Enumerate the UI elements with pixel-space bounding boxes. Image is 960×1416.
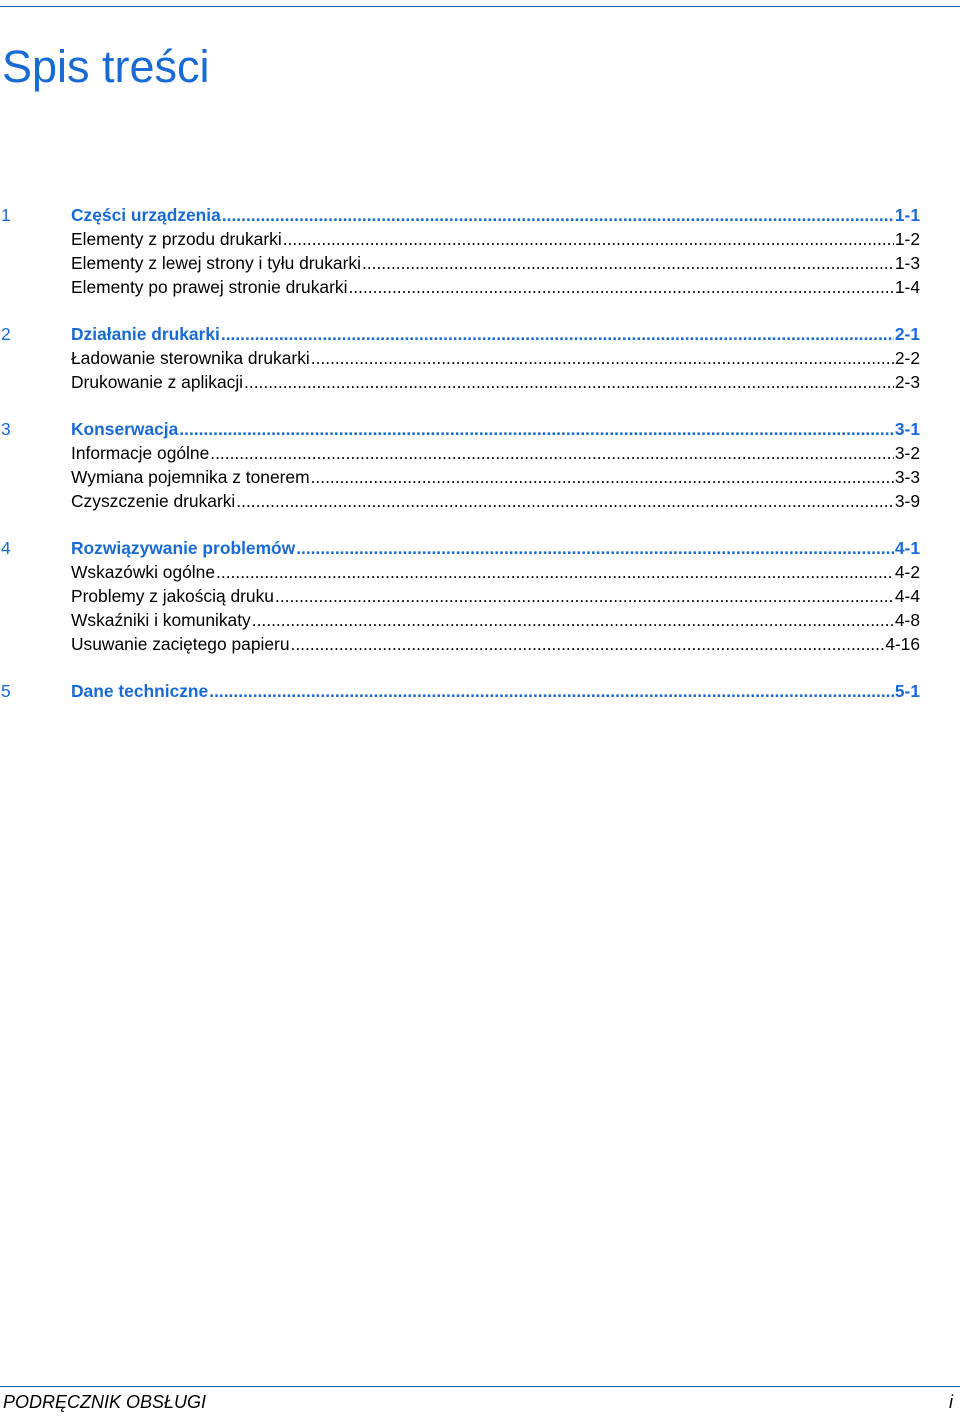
dot-leader xyxy=(362,251,894,275)
section-title: Drukowanie z aplikacji xyxy=(71,372,244,392)
section-page: 1-4 xyxy=(894,277,920,297)
chapter-page: 2-1 xyxy=(894,324,920,344)
toc-chapter-5 xyxy=(0,679,920,703)
footer-manual-name: PODRĘCZNIK OBSŁUGI xyxy=(3,1392,207,1412)
section-page: 4-8 xyxy=(894,610,920,630)
toc-chapter-entry[interactable] xyxy=(0,322,920,346)
chapter-number: 4 xyxy=(1,538,11,558)
chapter-title: Części urządzenia xyxy=(71,205,221,225)
section-page: 4-2 xyxy=(894,562,920,582)
section-page: 2-3 xyxy=(894,372,920,392)
toc-section-entry[interactable] xyxy=(0,227,920,251)
section-page: 4-16 xyxy=(885,634,920,654)
section-title: Wskazówki ogólne xyxy=(71,562,216,582)
chapter-number: 5 xyxy=(1,681,11,701)
toc-section-entry[interactable] xyxy=(0,346,920,370)
dot-leader xyxy=(296,536,894,560)
section-title: Problemy z jakością druku xyxy=(71,586,274,606)
chapter-title: Dane techniczne xyxy=(71,681,209,701)
chapter-number: 2 xyxy=(1,324,11,344)
dot-leader xyxy=(221,322,894,346)
dot-leader xyxy=(291,632,885,656)
dot-leader xyxy=(252,608,894,632)
section-page: 3-2 xyxy=(894,443,920,463)
chapter-page: 5-1 xyxy=(894,681,920,701)
section-title: Informacje ogólne xyxy=(71,443,210,463)
section-title: Wymiana pojemnika z tonerem xyxy=(71,467,310,487)
dot-leader xyxy=(216,560,894,584)
chapter-title: Działanie drukarki xyxy=(71,324,220,344)
toc-chapter-1 xyxy=(0,203,920,299)
dot-leader xyxy=(210,441,894,465)
section-page: 1-3 xyxy=(894,253,920,273)
chapter-number: 1 xyxy=(1,205,11,225)
footer-page-number: i xyxy=(949,1392,953,1412)
toc-section-entry[interactable] xyxy=(0,560,920,584)
dot-leader xyxy=(179,417,894,441)
dot-leader xyxy=(209,679,894,703)
toc-chapter-entry[interactable] xyxy=(0,417,920,441)
dot-leader xyxy=(311,346,894,370)
chapter-page: 4-1 xyxy=(894,538,920,558)
toc-chapter-4 xyxy=(0,536,920,656)
bottom-rule xyxy=(0,1386,960,1387)
section-page: 2-2 xyxy=(894,348,920,368)
toc-chapter-3 xyxy=(0,417,920,513)
dot-leader xyxy=(283,227,894,251)
toc-section-entry[interactable] xyxy=(0,465,920,489)
table-of-contents xyxy=(0,203,920,726)
chapter-page: 1-1 xyxy=(894,205,920,225)
toc-section-entry[interactable] xyxy=(0,275,920,299)
toc-section-entry[interactable] xyxy=(0,441,920,465)
toc-chapter-entry[interactable] xyxy=(0,679,920,703)
toc-chapter-entry[interactable] xyxy=(0,536,920,560)
dot-leader xyxy=(222,203,894,227)
dot-leader xyxy=(244,370,894,394)
section-title: Ładowanie sterownika drukarki xyxy=(71,348,310,368)
page-title: Spis treści xyxy=(2,41,210,92)
section-title: Usuwanie zaciętego papieru xyxy=(71,634,290,654)
toc-chapter-entry[interactable] xyxy=(0,203,920,227)
dot-leader xyxy=(275,584,894,608)
toc-section-entry[interactable] xyxy=(0,584,920,608)
dot-leader xyxy=(348,275,893,299)
section-page: 4-4 xyxy=(894,586,920,606)
chapter-title: Konserwacja xyxy=(71,419,179,439)
top-rule xyxy=(0,6,960,7)
chapter-page: 3-1 xyxy=(894,419,920,439)
toc-section-entry[interactable] xyxy=(0,632,920,656)
dot-leader xyxy=(311,465,894,489)
toc-section-entry[interactable] xyxy=(0,251,920,275)
section-page: 3-9 xyxy=(894,491,920,511)
toc-section-entry[interactable] xyxy=(0,608,920,632)
section-title: Elementy po prawej stronie drukarki xyxy=(71,277,348,297)
section-page: 1-2 xyxy=(894,229,920,249)
section-page: 3-3 xyxy=(894,467,920,487)
toc-section-entry[interactable] xyxy=(0,489,920,513)
toc-section-entry[interactable] xyxy=(0,370,920,394)
toc-chapter-2 xyxy=(0,322,920,394)
section-title: Czyszczenie drukarki xyxy=(71,491,236,511)
chapter-number: 3 xyxy=(1,419,11,439)
dot-leader xyxy=(236,489,894,513)
chapter-title: Rozwiązywanie problemów xyxy=(71,538,296,558)
section-title: Elementy z przodu drukarki xyxy=(71,229,282,249)
section-title: Wskaźniki i komunikaty xyxy=(71,610,251,630)
section-title: Elementy z lewej strony i tyłu drukarki xyxy=(71,253,361,273)
